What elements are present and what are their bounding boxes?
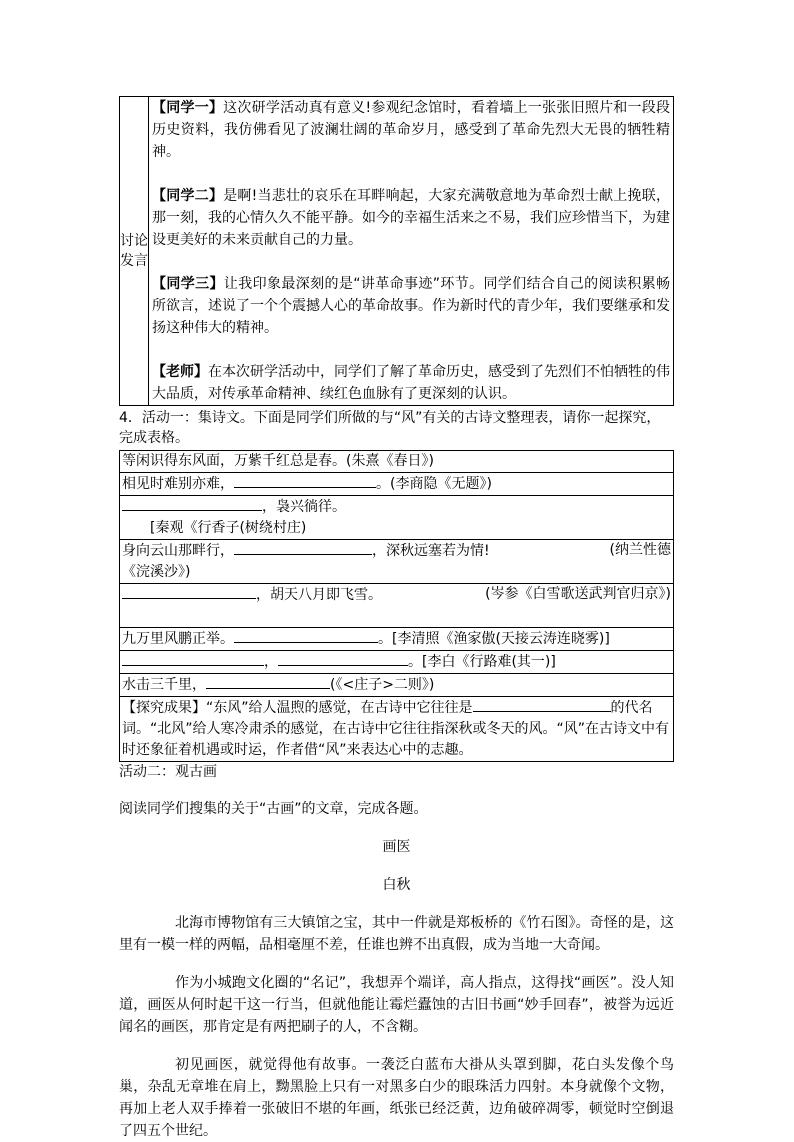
discussion-label-line1: 讨论	[120, 233, 148, 249]
poem-row-1	[120, 451, 674, 473]
answer-blank[interactable]	[234, 473, 376, 488]
poem-row-7	[120, 651, 674, 674]
poem-text: 。[李白《行路难(其一)]	[408, 654, 556, 670]
poem-text: 身向云山那畔行，	[122, 543, 234, 559]
poem-row-4	[120, 540, 674, 584]
discussion-label-line2: 发言	[120, 253, 148, 269]
poem-row-2	[120, 473, 674, 496]
poem-source: (纳兰性德	[609, 542, 671, 558]
poem-text: ，袅兴徜徉。	[262, 499, 346, 515]
poem-source: 《浣溪沙》)	[122, 564, 191, 580]
answer-blank[interactable]	[473, 697, 611, 712]
result-row	[120, 697, 674, 762]
poem-row-1-text: 等闲识得东风面，万紫千红总是春。(朱熹《春日》)	[122, 453, 434, 469]
speech-text: 在本次研学活动中，同学们了解了革命历史，感受到了先烈们不怕牺牲的伟大品质，对传承革命精神、续红色血脉有了更深刻的认识。	[152, 364, 670, 402]
speech-1	[152, 97, 670, 163]
speech-4	[152, 361, 670, 405]
article-author: 白秋	[382, 877, 411, 893]
question-4-intro: 4．活动一：集诗文。下面是同学们所做的与“风”有关的古诗文整理表，请你一起探究，完成表格。	[119, 410, 661, 446]
speech-text: 这次研学活动真有意义!参观纪念馆时，看着墙上一张张旧照片和一段段历史资料，我仿佛看见了波澜壮阔的革命岁月，感受到了革命先烈大无畏的牺牲精神。	[152, 100, 670, 160]
poem-table	[119, 450, 674, 762]
poem-text: 。(李商隐《无题》)	[376, 476, 492, 492]
activity-2-instruction: 阅读同学们搜集的关于“古画”的文章，完成各题。	[119, 801, 428, 817]
answer-blank[interactable]	[122, 651, 264, 666]
article-title: 画医	[382, 839, 411, 855]
answer-blank[interactable]	[234, 628, 378, 643]
poem-text: 水击三千里，	[122, 677, 206, 693]
speech-text: 让我印象最深刻的是“讲革命事迹”环节。同学们结合自己的阅读积累畅所欲言，述说了一个个震撼人心的革命故事。作为新时代的青少年，我们要继承和发扬这种伟大的精神。	[152, 276, 670, 336]
activity-2-heading: 活动二：观古画	[119, 764, 217, 780]
discussion-content	[149, 97, 674, 406]
article-paragraph-3: 初见画医，就觉得他有故事。一袭泛白蓝布大褂从头罩到脚，花白头发像个鸟巢，杂乱无章堆在肩上，黝黑脸上只有一对黑多白少的眼珠活力四射。本身就像个文物，再加上老人双手捧着一张破旧不堪的年画，纸张已经泛黄，边角破碎凋零，顿觉时空倒退了四五个世纪。	[119, 1057, 674, 1139]
answer-blank[interactable]	[122, 584, 256, 599]
poem-text: 。[李清照《渔家傲(天接云涛连晓雾)]	[378, 631, 610, 647]
answer-blank[interactable]	[206, 674, 330, 689]
poem-source: [秦观《行香子(树绕村庄)	[150, 520, 307, 536]
page	[119, 96, 674, 1142]
poem-text: ，深秋远塞若为情!	[372, 543, 490, 559]
speaker: 【同学三】	[152, 276, 224, 292]
poem-source: (《<庄子>二则》)	[330, 677, 435, 693]
poem-row-3	[120, 496, 674, 540]
poem-text: ，胡天八月即飞雪。	[256, 587, 382, 603]
poem-row-6	[120, 628, 674, 651]
discussion-table	[119, 96, 674, 406]
poem-text: 九万里风鹏正举。	[122, 631, 234, 647]
answer-blank[interactable]	[234, 540, 372, 555]
speaker: 【同学二】	[152, 188, 224, 204]
speech-3	[152, 273, 670, 339]
article-paragraph-2: 作为小城跑文化圈的“名记”，我想弄个端详，高人指点，这得找“画医”。没人知道，画医从何时起干这一行当，但就他能让霉烂蠹蚀的古旧书画“妙手回春”，被誉为远近闻名的画医，那肯定是有两把刷子的人，不含糊。	[119, 975, 674, 1035]
poem-row-8	[120, 674, 674, 697]
speaker: 【同学一】	[152, 100, 224, 116]
speech-text: 是啊!当悲壮的哀乐在耳畔响起，大家充满敬意地为革命烈士献上挽联，那一刻，我的心情久久不能平静。如今的幸福生活来之不易，我们应珍惜当下，为建设更美好的未来贡献自己的力量。	[152, 188, 670, 248]
poem-text: ，	[264, 654, 278, 670]
article-paragraph-1: 北海市博物馆有三大镇馆之宝，其中一件就是郑板桥的《竹石图》。奇怪的是，这里有一模一样的两幅，品相毫厘不差，任谁也辨不出真假，成为当地一大奇闻。	[119, 915, 674, 953]
poem-row-5	[120, 584, 674, 628]
answer-blank[interactable]	[122, 496, 262, 511]
poem-text: 相见时难别亦难，	[122, 476, 234, 492]
result-text: 【探究成果】“东风”给人温煦的感觉，在古诗中它往往是	[122, 700, 473, 716]
result-text: 的代名词。“北风”给人寒冷肃杀的感觉，在古诗中它往往指深秋或冬天的风。“风”在古诗文中有时还象征着机遇或时运，作者借“风”来表达心中的志趣。	[122, 700, 670, 758]
discussion-label	[120, 97, 149, 406]
speaker: 【老师】	[152, 364, 208, 380]
speech-2	[152, 185, 670, 251]
answer-blank[interactable]	[278, 651, 408, 666]
poem-source: (岑参《白雪歌送武判官归京》)	[485, 586, 671, 602]
